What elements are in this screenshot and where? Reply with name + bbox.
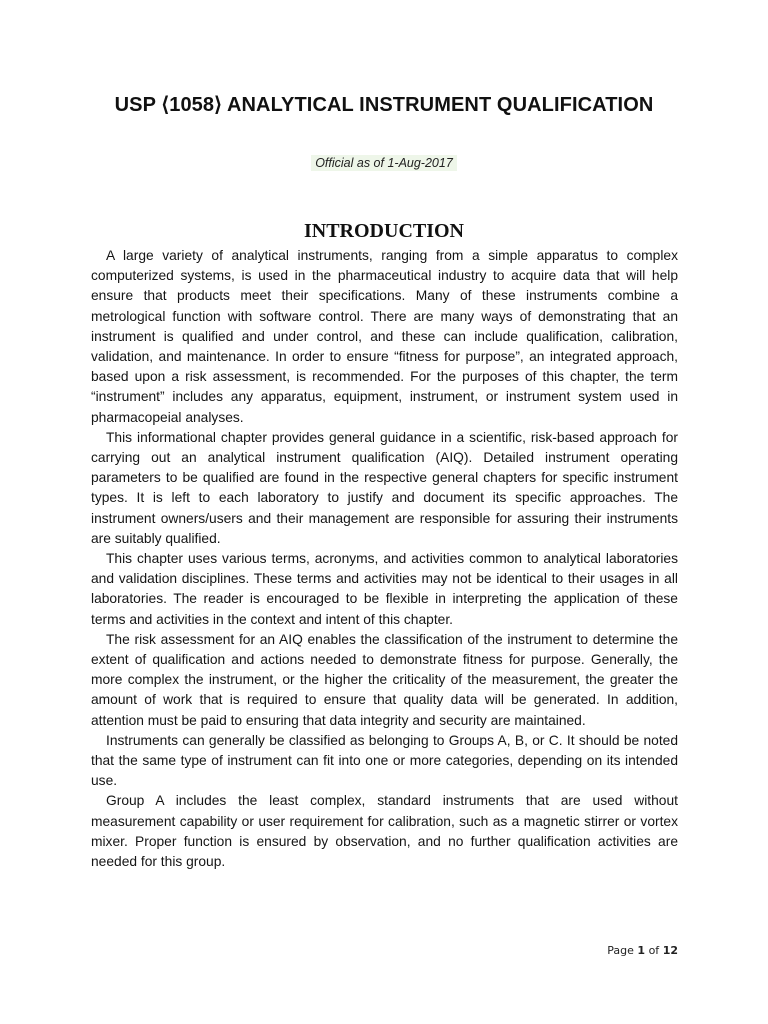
section-heading: INTRODUCTION bbox=[303, 220, 465, 242]
page-footer bbox=[607, 944, 678, 957]
paragraph-1: A large variety of analytical instruments, ranging from a simple apparatus to complex computerized systems, is used in the pharmaceutical industry to acquire data that will help ensure that products meet their specifications. Many of these instruments combine a metrological function with software control. There are many ways of demonstrating that an instrument is qualified and under control, and these can include qualification, calibration, validation, and maintenance. In order to ensure “fitness for purpose”, an integrated approach, based upon a risk assessment, is recommended. For the purposes of this chapter, the term “instrument” includes any apparatus, equipment, instrument, or instrument system used in pharmacopeial analyses. bbox=[91, 248, 678, 425]
paragraph-4: The risk assessment for an AIQ enables the classification of the instrument to determine the extent of qualification and actions needed to demonstrate fitness for purpose. Generally, the more complex the instrument, or the higher the criticality of the measurement, the greater the amount of work that is required to ensure that quality data will be generated. In addition, attention must be paid to ensuring that data integrity and security are maintained. bbox=[91, 631, 678, 728]
of-label: of bbox=[648, 944, 660, 957]
page-label: Page bbox=[607, 944, 634, 957]
section-body bbox=[91, 246, 678, 872]
page-number: 1 bbox=[637, 944, 646, 957]
paragraph-2: This informational chapter provides general guidance in a scientific, risk-based approach for carrying out an analytical instrument qualification (AIQ). Detailed instrument operating parameters to be qualified are found in the respective general chapters for specific instrument types. It is left to each laboratory to justify and document its specific approaches. The instrument owners/users and their management are responsible for assuring their instruments are suitably qualified. bbox=[91, 429, 678, 546]
document-title: USP ⟨1058⟩ ANALYTICAL INSTRUMENT QUALIFICATION bbox=[114, 94, 654, 116]
paragraph-6: Group A includes the least complex, standard instruments that are used without measurement capability or user requirement for calibration, such as a magnetic stirrer or vortex mixer. Proper function is ensured by observation, and no further qualification activities are needed for this group. bbox=[91, 793, 678, 870]
paragraph-5: Instruments can generally be classified as belonging to Groups A, B, or C. It should be noted that the same type of instrument can fit into one or more categories, depending on its intended use. bbox=[91, 732, 678, 789]
page-total: 12 bbox=[662, 944, 678, 957]
official-date-container bbox=[0, 154, 768, 172]
paragraph-3: This chapter uses various terms, acronyms, and activities common to analytical laboratories and validation disciplines. These terms and activities may not be identical to their usages in all laboratories. The reader is encouraged to be flexible in interpreting the application of these terms and activities in the context and intent of this chapter. bbox=[91, 551, 678, 627]
official-date-note: Official as of 1-Aug-2017 bbox=[311, 155, 457, 171]
